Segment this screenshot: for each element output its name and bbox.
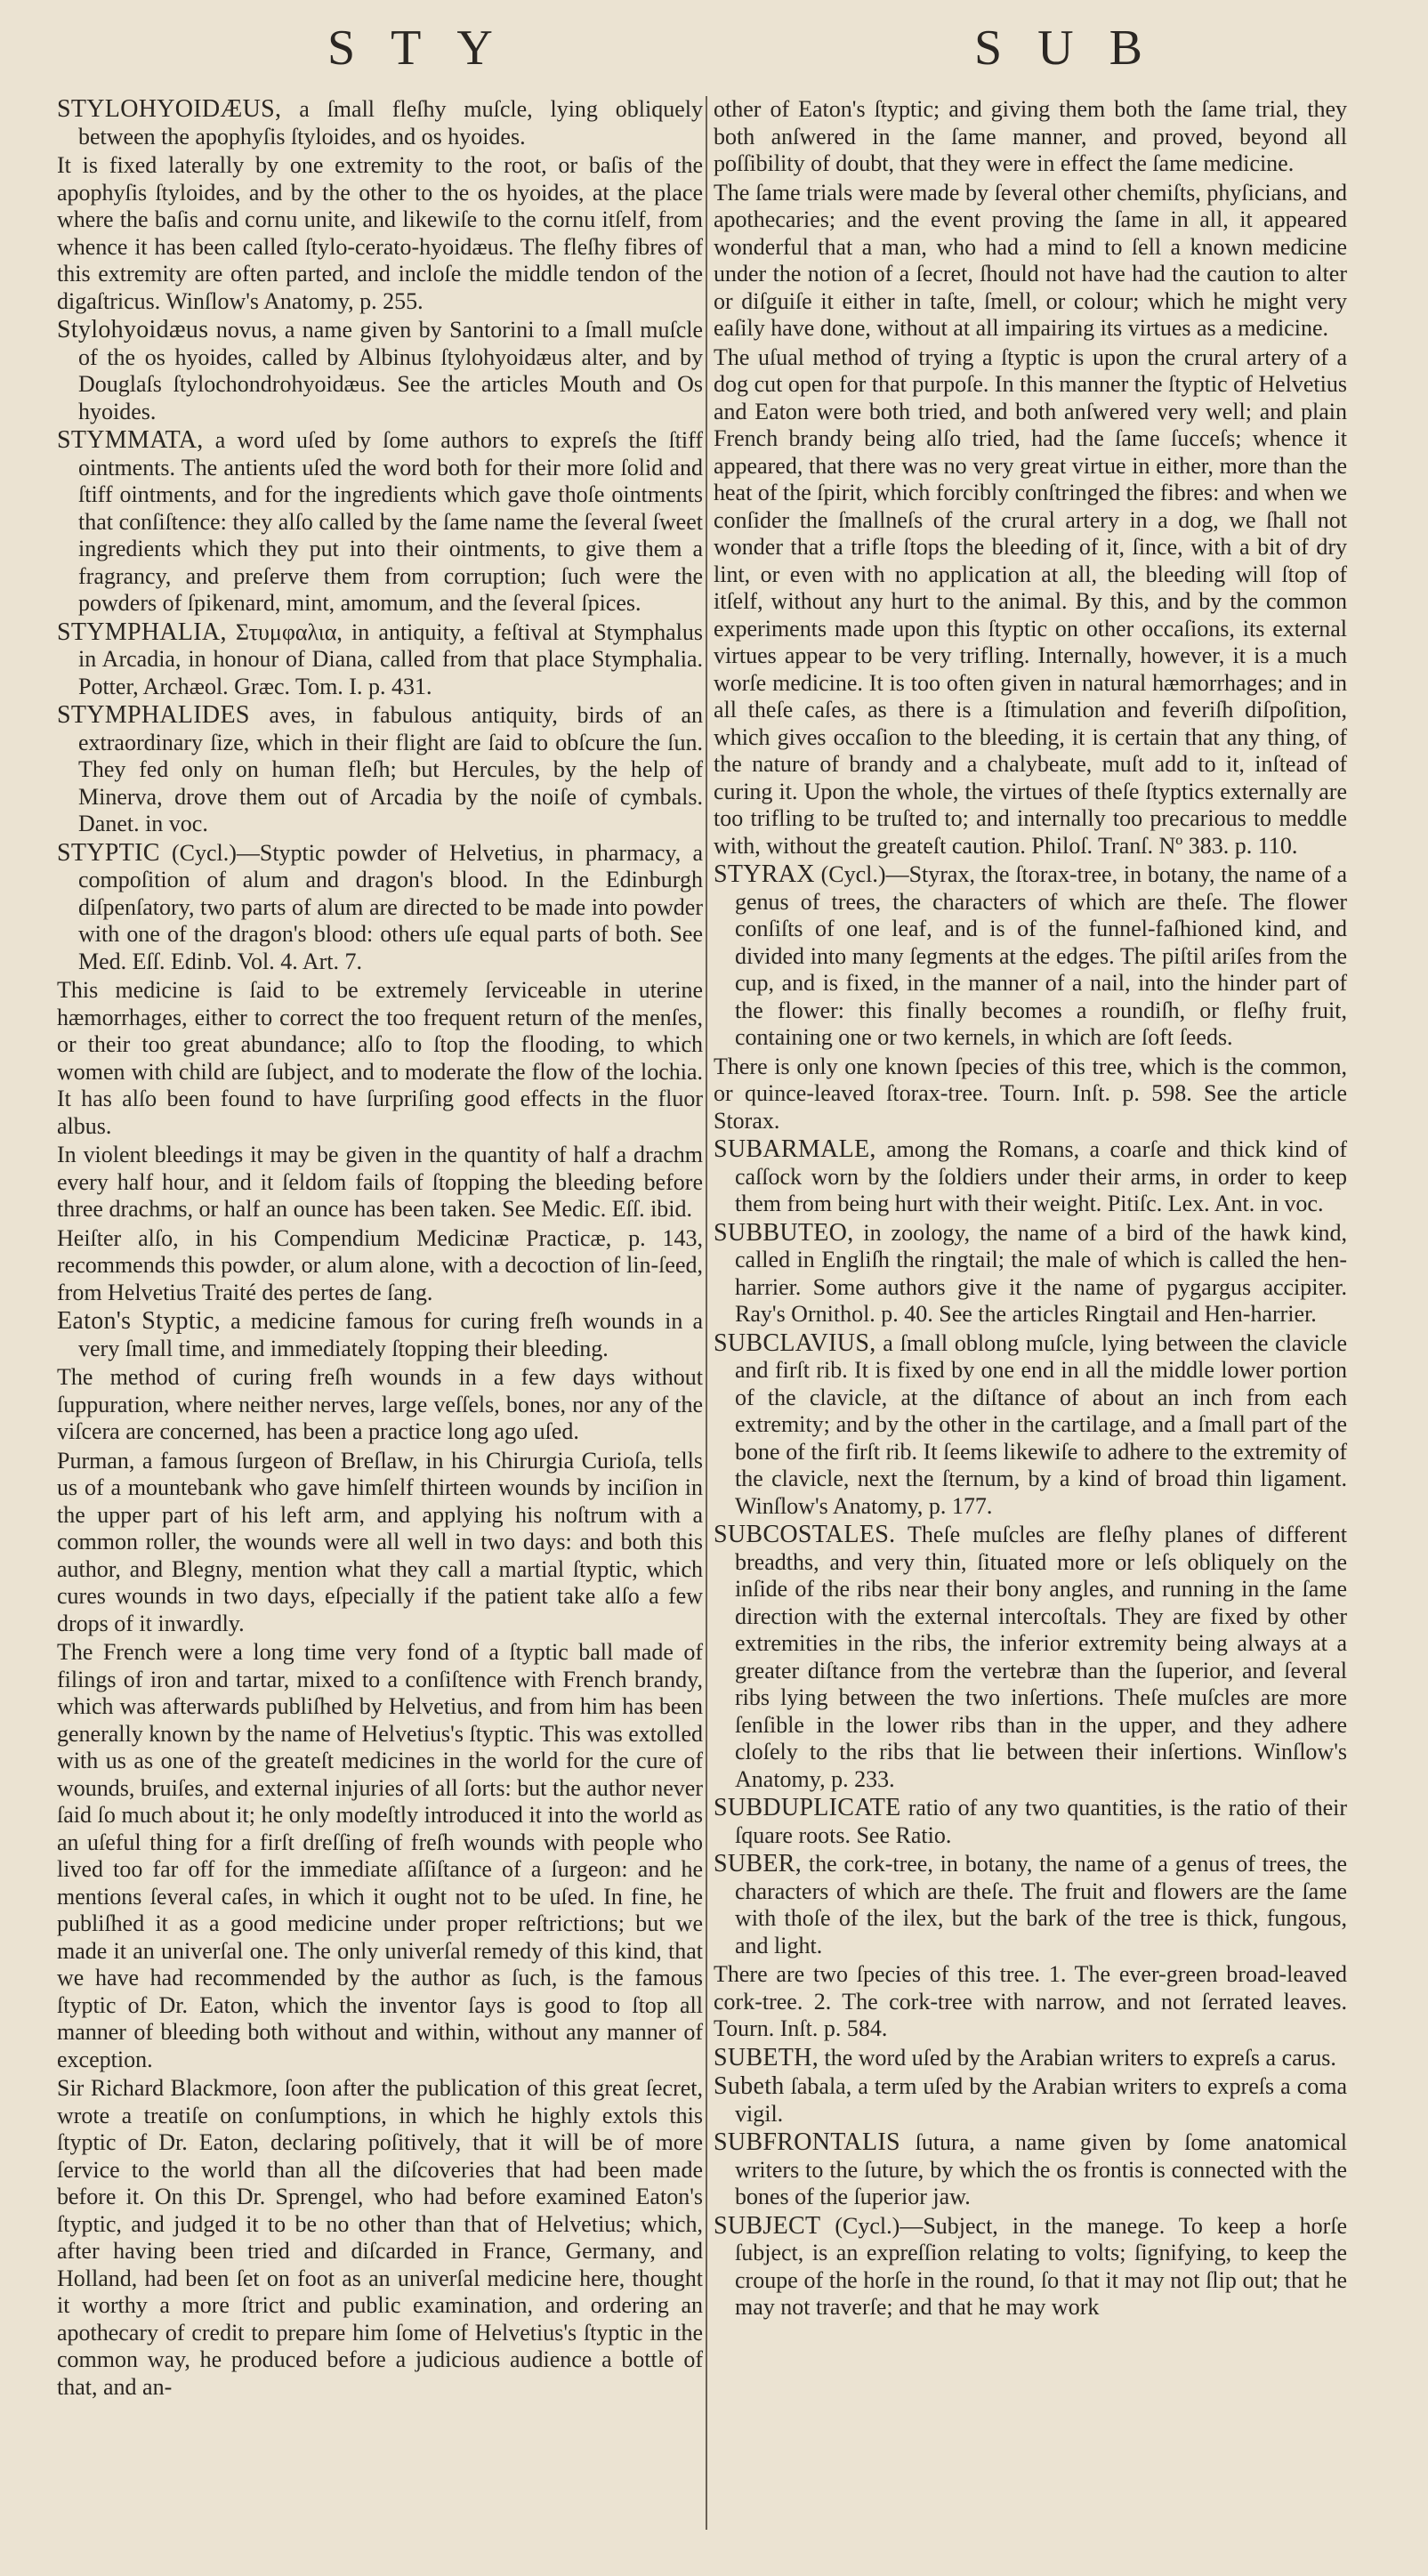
dictionary-entry bbox=[714, 1522, 1347, 1793]
running-head-right: SUB bbox=[974, 20, 1178, 76]
entry-text: Theſe muſcles are fleſhy planes of different breadths, and very thin, ſituated more or leſs obliquely on the inſide of the ribs near their bony angles, and running in the ſame direction with the external intercoſtals. They are fixed by other extremities in the ribs, the inferior extremity being always at a greater diſtance from the vertebræ than the ſuperior, and ſeveral ribs lying between the two inſertions. Theſe muſcles are more ſenſible in the lower ribs than in the upper, and they adhere cloſely to the ribs that lie between their inſertions. Winſlow's Anatomy, p. 233. bbox=[735, 1522, 1347, 1792]
entry-text: Purman, a famous ſurgeon of Breſlaw, in his Chirurgia Curioſa, tells us of a mountebank who gave himſelf thirteen wounds by inciſion in the upper part of his left arm, and applying his noſtrum with a common roller, the wounds were all well in two days: and both this author, and Blegny, mention what they call a martial ſtyptic, which cures wounds in two days, eſpecially if the patient take alſo a few drops of it inwardly. bbox=[57, 1447, 703, 1636]
entry-headword: STYPTIC bbox=[57, 838, 160, 867]
dictionary-entry bbox=[714, 1795, 1347, 1849]
entry-text: ſutura, a name given by ſome anatomical writers to the ſuture, by which the os frontis is connected with the bones of the ſuperior jaw. bbox=[735, 2129, 1347, 2209]
entry-paragraph bbox=[714, 180, 1347, 343]
entry-paragraph bbox=[57, 977, 703, 1140]
entry-text: a word uſed by ſome authors to expreſs the ſtiff ointments. The antients uſed the word both for their more ſolid and ſtiff ointments, and for the ingredients which gave thoſe ointments that conſiſtence: they alſo called by the ſame name the ſeveral ſweet ingredients which they put into their ointments, to give them a fragrancy, and preſerve them from corruption; ſuch were the powders of ſpikenard, mint, amomum, and the ſeveral ſpices. bbox=[78, 427, 703, 616]
entry-text: the word uſed by the Arabian writers to expreſs a carus. bbox=[824, 2044, 1336, 2071]
dictionary-entry bbox=[714, 861, 1347, 1052]
dictionary-entry bbox=[714, 1851, 1347, 1959]
dictionary-entry bbox=[57, 1308, 703, 1362]
dictionary-entry bbox=[714, 1330, 1347, 1521]
entry-text: It is fixed laterally by one extremity to the root, or baſis of the apophyſis ſtyloides, and by the other to the os hyoides, at the place where the baſis and cornu unite, and likewiſe to the cornu itſelf, from whence it has been called ſtylo-cerato-hyoidæus. The fleſhy fibres of this extremity are often parted, and incloſe the middle tendon of the digaſtricus. Winſlow's Anatomy, p. 255. bbox=[57, 152, 703, 314]
entry-text: Sir Richard Blackmore, ſoon after the publication of this great ſecret, wrote a treatiſe on conſumptions, in which he highly extols this ſtyptic of Dr. Eaton, declaring poſitively, that it will be of more ſervice to the world than all the diſcoveries that had been made before it. On this Dr. Sprengel, who had before examined Eaton's ſtyptic, and judged it to be no other than that of Helvetius; which, after having been tried and diſcarded in France, Germany, and Holland, had been ſet on foot as an univerſal medicine here, thought it worthy a more ſtrict and public examination, and ordering an apothecary of credit to prepare him ſome of Helvetius's ſtyptic in the common way, he produced before a judicious audience a bottle of that, and an- bbox=[57, 2075, 703, 2400]
entry-paragraph bbox=[714, 96, 1347, 178]
entry-paragraph bbox=[714, 1054, 1347, 1135]
entry-headword: STYMPHALIDES bbox=[57, 701, 250, 729]
entry-text: In violent bleedings it may be given in the quantity of half a drachm every half hour, and it ſeldom fails of ſtopping the bleeding before three drachms, or half an ounce has been taken. See Medic. Eſſ. ibid. bbox=[57, 1142, 703, 1222]
dictionary-entry bbox=[57, 619, 703, 701]
entry-headword: Eaton's Styptic, bbox=[57, 1307, 222, 1335]
left-column bbox=[57, 96, 703, 2402]
entry-paragraph bbox=[57, 2075, 703, 2401]
entry-paragraph bbox=[57, 152, 703, 315]
entry-paragraph bbox=[57, 1225, 703, 1307]
dictionary-entry bbox=[57, 317, 703, 425]
right-column bbox=[714, 96, 1347, 2323]
entry-text: (Cycl.)—Subject, in the manege. To keep a horſe ſubject, is an expreſſion relating to volts; ſignifying, to keep the croupe of the horſe in the round, ſo that it may not ſlip out; that he may not traverſe; and that he may work bbox=[735, 2212, 1347, 2320]
dictionary-entry bbox=[714, 1220, 1347, 1328]
entry-paragraph bbox=[57, 1364, 703, 1446]
entry-headword: STYMMATA, bbox=[57, 426, 204, 454]
dictionary-entry bbox=[714, 2073, 1347, 2128]
entry-headword: SUBETH, bbox=[714, 2043, 819, 2071]
dictionary-entry bbox=[714, 1136, 1347, 1218]
entry-headword: SUBJECT bbox=[714, 2211, 821, 2240]
entry-headword: SUBCLAVIUS, bbox=[714, 1328, 876, 1357]
entry-text: a ſmall fleſhy muſcle, lying obliquely between the apophyſis ſtyloides, and os hyoides. bbox=[78, 96, 704, 149]
entry-text: Στυμφαλια, in antiquity, a feſtival at Stymphalus in Arcadia, in honour of Diana, called from that place Stymphalia. Potter, Archæol. Græc. Tom. I. p. 431. bbox=[78, 618, 703, 699]
entry-paragraph bbox=[714, 344, 1347, 860]
entry-headword: SUBER, bbox=[714, 1850, 803, 1877]
entry-text: in zoology, the name of a bird of the hawk kind, called in Engliſh the ringtail; the male of which is called the hen-harrier. Some authors give it the name of pygargus accipiter. Ray's Ornithol. p. 40. See the articles Ringtail and Hen-harrier. bbox=[735, 1219, 1347, 1327]
entry-text: a ſmall oblong muſcle, lying between the clavicle and firſt rib. It is fixed by one end in all the middle lower portion of the clavicle, at the diſtance of about an inch from each extremity; and by the other in the cartilage, and a ſmall part of the bone of the firſt rib. It ſeems likewiſe to adhere to the extremity of the clavicle, next the ſternum, by a kind of broad thin ligament. Winſlow's Anatomy, p. 177. bbox=[735, 1329, 1347, 1519]
dictionary-entry bbox=[714, 2045, 1347, 2072]
entry-text: (Cycl.)—Styptic powder of Helvetius, in pharmacy, a compoſition of alum and dragon's blood. In the Edinburgh diſpenſatory, two parts of alum are directed to be made into powder with one of the dragon's blood: others uſe equal parts of both. See Med. Eſſ. Edinb. Vol. 4. Art. 7. bbox=[78, 839, 703, 974]
entry-headword: SUBFRONTALIS bbox=[714, 2128, 900, 2156]
entry-paragraph bbox=[57, 1448, 703, 1638]
entry-headword: SUBARMALE, bbox=[714, 1135, 876, 1163]
dictionary-entry bbox=[57, 427, 703, 618]
dictionary-entry bbox=[57, 840, 703, 976]
entry-text: ſabala, a term uſed by the Arabian writers to expreſs a coma vigil. bbox=[735, 2073, 1347, 2127]
entry-text: Heiſter alſo, in his Compendium Medicinæ Practicæ, p. 143, recommends this powder, or alum alone, with a decoction of lin-ſeed, from Helvetius Traité des pertes de ſang. bbox=[57, 1224, 703, 1305]
entry-headword: STYRAX bbox=[714, 860, 815, 888]
entry-text: a medicine famous for curing freſh wounds in a very ſmall time, and immediately ſtopping their bleeding. bbox=[78, 1308, 703, 1361]
entry-headword: STYLOHYOIDÆUS, bbox=[57, 95, 282, 123]
entry-headword: Stylohyoidæus bbox=[57, 316, 209, 343]
entry-headword: SUBDUPLICATE bbox=[714, 1794, 901, 1821]
entry-text: This medicine is ſaid to be extremely ſerviceable in uterine hæmorrhages, either to correct the too frequent return of the menſes, or their too great abundance; alſo to ſtop the flooding, to which women with child are ſubject, and to moderate the flow of the lochia. It has alſo been found to have ſurpriſing good effects in the fluor albus. bbox=[57, 977, 703, 1139]
column-divider bbox=[706, 96, 707, 2530]
entry-text: ratio of any two quantities, is the ratio of their ſquare roots. See Ratio. bbox=[735, 1795, 1347, 1848]
entry-headword: STYMPHALIA, bbox=[57, 618, 227, 646]
entry-text: (Cycl.)—Styrax, the ſtorax-tree, in botany, the name of a genus of trees, the characters of which are theſe. The flower conſiſts of one leaf, and is of the funnel-faſhioned kind, and divided into many ſegments at the edges. The piſtil ariſes from the cup, and is fixed, in the manner of a nail, into the hinder part of the flower: this finally becomes a roundiſh, or fleſhy fruit, containing one or two kernels, in which are ſoft ſeeds. bbox=[735, 861, 1347, 1050]
entry-text: The ſame trials were made by ſeveral other chemiſts, phyſicians, and apothecaries; and the event proving the ſame in all, it appeared wonderful that a man, who had a mind to ſell a known medicine under the notion of a ſecret, ſhould not have had the caution to alter or diſguiſe it either in taſte, ſmell, or colour; which he might very eaſily have done, without at all impairing its virtues as a medicine. bbox=[714, 179, 1347, 341]
entry-text: the cork-tree, in botany, the name of a genus of trees, the characters of which are theſe. The fruit and flowers are the ſame with thoſe of the ilex, but the bark of the tree is thick, fungous, and light. bbox=[735, 1851, 1347, 1958]
running-head-left: STY bbox=[327, 20, 528, 76]
entry-paragraph bbox=[714, 1961, 1347, 2043]
entry-text: The uſual method of trying a ſtyptic is upon the crural artery of a dog cut open for that purpoſe. In this manner the ſtyptic of Helvetius and Eaton were both tried, and both anſwered very well; and plain French brandy being alſo tried, had the ſame ſucceſs; whence it appeared, that there was no very great virtue in either, more than the heat of the ſpirit, which forcibly conſtringed the fibres: and when we conſider the ſmallneſs of the crural artery in a dog, we ſhall not wonder that a trifle ſtops the bleeding of it, ſince, with a bit of dry lint, or even with no application at all, the bleeding will ſtop of itſelf, without any hurt to the animal. By this, and by the common experiments made upon this ſtyptic on other occaſions, its external virtues appear to be very trifling. Internally, however, it is a much worſe medicine. It is too often given in natural hæmorrhages; and in all theſe caſes, as there is a ſtimulation and feveriſh diſpoſition, which gives occaſion to the bleeding, it is certain that any thing, of the nature of brandy and a chalybeate, muſt add to it, inſtead of curing it. Upon the whole, the virtues of theſe ſtyptics externally are too trifling to be truſted to; and internally too precarious to meddle with, without the greateſt caution. Philoſ. Tranſ. Nº 383. p. 110. bbox=[714, 343, 1347, 859]
entry-text: novus, a name given by Santorini to a ſmall muſcle of the os hyoides, called by Albinus ſtylohyoidæus alter, and by Douglaſs ſtylochondrohyoidæus. See the articles Mouth and Os hyoides. bbox=[78, 317, 704, 424]
dictionary-entry bbox=[714, 2129, 1347, 2211]
entry-text: aves, in fabulous antiquity, birds of an extraordinary ſize, which in their flight are ſaid to obſcure the ſun. They fed only on human fleſh; but Hercules, by the help of Minerva, drove them out of Arcadia by the noiſe of cymbals. Danet. in voc. bbox=[78, 702, 704, 836]
dictionary-entry bbox=[57, 96, 703, 150]
entry-headword: SUBCOSTALES. bbox=[714, 1521, 896, 1548]
entry-text: There is only one known ſpecies of this tree, which is the common, or quince-leaved ſtorax-tree. Tourn. Inſt. p. 598. See the article Storax. bbox=[714, 1053, 1347, 1134]
entry-text: other of Eaton's ſtyptic; and giving them both the ſame trial, they both anſwered in the ſame manner, and proved, beyond all poſſibility of doubt, that they were in effect the ſame medicine. bbox=[714, 96, 1347, 176]
entry-text: The French were a long time very fond of a ſtyptic ball made of filings of iron and tartar, mixed to a conſiſtence with French brandy, which was afterwards publiſhed by Helvetius, and from him has been generally known by the name of Helvetius's ſtyptic. This was extolled with us as one of the greateſt medicines in the world for the cure of wounds, bruiſes, and external injuries of all ſorts: but the author never ſaid ſo much about it; he only modeſtly introduced it into the world as an uſeful thing for a firſt dreſſing of freſh wounds with people who lived too far off for the immediate aſſiſtance of a ſurgeon: and he mentions ſeveral caſes, in which it ought not to be uſed. In fine, he publiſhed it as a good medicine under proper reſtrictions; but we made it an univerſal one. The only univerſal remedy of this kind, that we have had recommended by the author as ſuch, is the famous ſtyptic of Dr. Eaton, which the inventor ſays is good to ſtop all manner of bleeding both without and within, without any manner of exception. bbox=[57, 1639, 703, 2072]
entry-text: There are two ſpecies of this tree. 1. The ever-green broad-leaved cork-tree. 2. The cork-tree with narrow, and not ſerrated leaves. Tourn. Inſt. p. 584. bbox=[714, 1961, 1347, 2041]
dictionary-entry bbox=[714, 2213, 1347, 2322]
entry-paragraph bbox=[57, 1639, 703, 2073]
dictionary-entry bbox=[57, 702, 703, 838]
entry-paragraph bbox=[57, 1142, 703, 1223]
entry-text: The method of curing freſh wounds in a few days without ſuppuration, where neither nerves, large veſſels, bones, nor any of the viſcera are concerned, has been a practice long ago uſed. bbox=[57, 1364, 703, 1444]
entry-headword: SUBBUTEO, bbox=[714, 1218, 854, 1247]
entry-text: among the Romans, a coarſe and thick kind of caſſock worn by the ſoldiers under their arms, in order to keep them from being hurt with their weight. Pitiſc. Lex. Ant. in voc. bbox=[735, 1136, 1348, 1216]
entry-headword: Subeth bbox=[714, 2072, 785, 2100]
